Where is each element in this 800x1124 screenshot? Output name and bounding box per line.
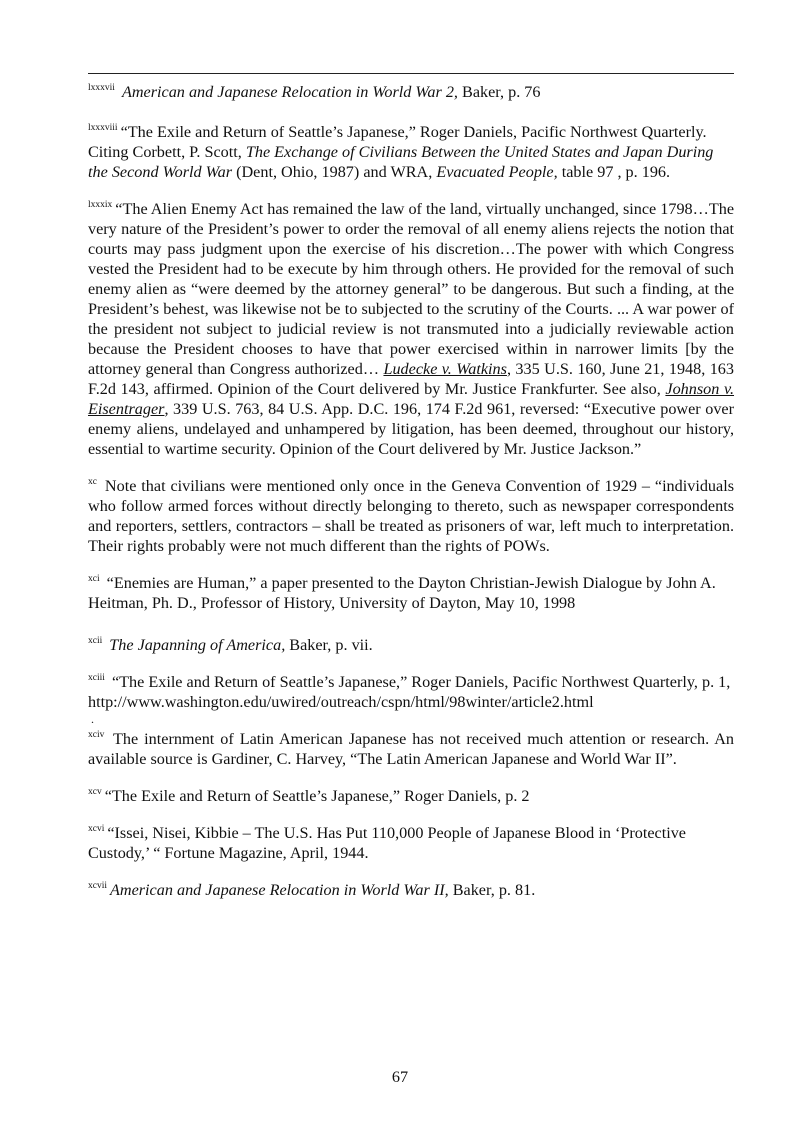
quote-text: “The Alien Enemy Act has remained the law of the land, virtually unchanged, since 1798…The very nature of the President’s power to order the removal of all enemy aliens rejects the notion that courts may pass judgment upon the exercise of his discretion…The power with which Congress vested the President had to be execute by him through others. He provided for the removal of such enemy alien as “were deemed by the attorney general” to be dangerous. But such a finding, at the President’s behest, was likewise not be to subjected to the scrutiny of the Courts. ... A war power of the president not subject to judicial review is not transmuted into a judicially reviewable action because the President chooses to have that power exercised within in narrower limits [by the attorney general than Congress authorized… <box>88 200 734 378</box>
page-number: 67 <box>391 1068 409 1086</box>
case-name: Ludecke v. Watkins <box>383 360 507 378</box>
footnote-97 <box>88 880 734 900</box>
footnote-marker: xci <box>88 574 100 584</box>
source-url: http://www.washington.edu/uwired/outreach/cspn/html/98winter/article2.html <box>88 693 594 711</box>
footnote-90 <box>88 476 734 556</box>
footnote-88 <box>88 122 734 182</box>
footnote-marker: lxxxviii <box>88 123 118 133</box>
footnote-marker: xciii <box>88 673 105 683</box>
cited-title: American and Japanese Relocation in World War 2, <box>121 83 458 101</box>
footnote-marker: xcv <box>88 787 102 797</box>
footnote-95 <box>88 786 734 806</box>
citation-text: table 97 , p. 196. <box>557 163 671 181</box>
footnote-marker: xcvi <box>88 824 105 834</box>
footnote-marker: xc <box>88 477 97 487</box>
footnote-marker: xcvii <box>88 881 107 891</box>
footnote-91 <box>88 573 734 613</box>
footnote-96 <box>88 823 734 863</box>
footnotes-section <box>88 82 734 917</box>
case-name: Johnson v. Eisentrager <box>88 380 735 418</box>
footnote-94 <box>88 729 734 769</box>
footnote-marker: xciv <box>88 730 105 740</box>
footnote-text: “Enemies are Human,” a paper presented to the Dayton Christian-Jewish Dialogue by John A. Heitman, Ph. D., Professor of History, University of Dayton, May 10, 1998 <box>88 574 716 612</box>
citation-text: Baker, p. vii. <box>285 636 373 654</box>
footnote-marker: lxxxvii <box>88 83 115 93</box>
citation-text: , 339 U.S. 763, 84 U.S. App. D.C. 196, 174 F.2d 961, reversed: “Executive power over enemy aliens, undelayed and unhampered by litigation, has been deemed, throughout our history, essential to wartime security. Opinion of the Court delivered by Mr. Justice Jackson.” <box>88 400 734 458</box>
footnote-marker: lxxxix <box>88 200 113 210</box>
footnote-87 <box>88 82 734 102</box>
cited-title: American and Japanese Relocation in World War II, <box>110 881 449 899</box>
citation-text: Baker, p. 76 <box>457 83 541 101</box>
footnote-text: The internment of Latin American Japanese has not received much attention or research. An available source is Gardiner, C. Harvey, “The Latin American Japanese and World War II”. <box>88 730 734 768</box>
citation-text: Baker, p. 81. <box>448 881 536 899</box>
citation-text: “The Exile and Return of Seattle’s Japanese,” Roger Daniels, Pacific Northwest Quarterly. Citing Corbett, P. Scott, <box>88 123 707 161</box>
cited-title: Evacuated People, <box>436 163 558 181</box>
cited-title: The Exchange of Civilians Between the United States and Japan During the Second World War <box>88 143 714 181</box>
footnote-89 <box>88 199 734 459</box>
footnote-separator-rule <box>88 73 734 74</box>
footnote-text: “The Exile and Return of Seattle’s Japanese,” Roger Daniels, p. 2 <box>104 787 530 805</box>
citation-text: , 335 U.S. 160, June 21, 1948, 163 F.2d 143, affirmed. Opinion of the Court delivered by Mr. Justice Frankfurter. See also, <box>88 360 734 398</box>
cited-title: The Japanning of America, <box>109 636 286 654</box>
citation-text: (Dent, Ohio, 1987) and WRA, <box>232 163 437 181</box>
footnote-text: “The Exile and Return of Seattle’s Japanese,” Roger Daniels, Pacific Northwest Quarterly, p. 1, <box>111 673 731 691</box>
footnote-text: Note that civilians were mentioned only once in the Geneva Convention of 1929 – “individuals who follow armed forces without directly belonging to thereto, such as newspaper correspondents and reporters, settlers, contractors – shall be treated as prisoners of war, left much to interpretation. Their rights probably were not much different than the rights of POWs. <box>88 477 735 555</box>
stray-mark: . <box>91 712 94 726</box>
footnote-92 <box>88 635 734 655</box>
footnote-93 <box>88 672 734 712</box>
footnote-text: “Issei, Nisei, Kibbie – The U.S. Has Put 110,000 People of Japanese Blood in ‘Protective Custody,’ “ Fortune Magazine, April, 1944. <box>88 824 686 862</box>
footnote-marker: xcii <box>88 636 103 646</box>
